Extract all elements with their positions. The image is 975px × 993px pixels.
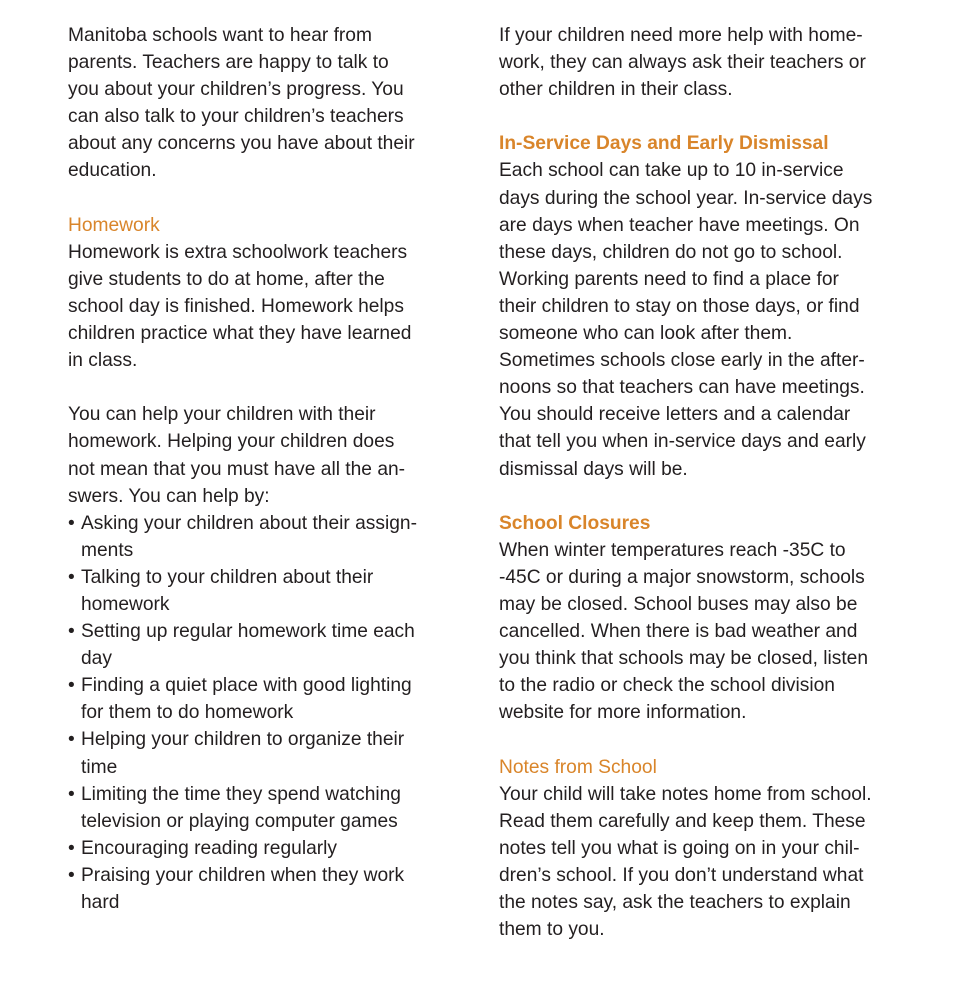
right-column bbox=[499, 22, 919, 943]
homework-heading: Homework bbox=[68, 214, 160, 236]
bullet-glyph: • bbox=[68, 675, 75, 697]
homework-paragraph-2: You can help your children with their homework. Helping your children does not mean that you must have all the an- swers. You can help by: bbox=[68, 404, 406, 507]
bullet-glyph: • bbox=[68, 864, 75, 886]
bullet-glyph: • bbox=[68, 729, 75, 751]
list-item: • Talking to your children about their homework bbox=[68, 564, 453, 618]
intro-paragraph: Manitoba schools want to hear from parents. Teachers are happy to talk to you about your children’s progress. You can also talk to your children’s teachers about any concerns you have about their education. bbox=[68, 25, 415, 182]
list-item: • Helping your children to organize their time bbox=[68, 726, 453, 780]
bullet-glyph: • bbox=[68, 837, 75, 859]
list-item: • Encouraging reading regularly bbox=[68, 835, 453, 862]
homework-more-paragraph: If your children need more help with home- work, they can always ask their teachers or other children in their class. bbox=[499, 25, 866, 101]
closures-paragraph: When winter temperatures reach -35C to -45C or during a major snowstorm, schools may be closed. School buses may also be cancelled. When there is bad weather and you think that schools may be closed, listen to the radio or check the school division website for more information. bbox=[499, 539, 869, 724]
left-column bbox=[68, 22, 453, 916]
bullet-glyph: • bbox=[68, 566, 75, 588]
list-item: • Setting up regular homework time each day bbox=[68, 618, 453, 672]
bullet-glyph: • bbox=[68, 783, 75, 805]
closures-heading: School Closures bbox=[499, 512, 651, 534]
bullet-glyph: • bbox=[68, 512, 75, 534]
bullet-glyph: • bbox=[68, 621, 75, 643]
list-item: • Finding a quiet place with good lighting for them to do homework bbox=[68, 672, 453, 726]
homework-paragraph-1: Homework is extra schoolwork teachers give students to do at home, after the school day is finished. Homework helps children practice what they have learned in class. bbox=[68, 241, 412, 372]
notes-paragraph: Your child will take notes home from school. Read them carefully and keep them. These notes tell you what is going on in your chil- dren’s school. If you don’t understand what the notes say, ask the teachers to explain them to you. bbox=[499, 783, 872, 941]
list-item: • Asking your children about their assign- ments bbox=[68, 510, 453, 564]
list-item: • Limiting the time they spend watching television or playing computer games bbox=[68, 781, 453, 835]
notes-heading: Notes from School bbox=[499, 756, 657, 778]
homework-tips-list bbox=[68, 510, 453, 916]
inservice-heading: In-Service Days and Early Dismissal bbox=[499, 133, 829, 155]
list-item: • Praising your children when they work hard bbox=[68, 862, 453, 916]
inservice-paragraph: Each school can take up to 10 in-service days during the school year. In-service days are days when teacher have meetings. On these days, children do not go to school. Working parents need to find a place for their children to stay on those days, or find someone who can look after them. Sometimes schools close early in the after- noons so that teachers can have meetings. You should receive letters and a calendar that tell you when in-service days and early dismissal days will be. bbox=[499, 160, 873, 480]
